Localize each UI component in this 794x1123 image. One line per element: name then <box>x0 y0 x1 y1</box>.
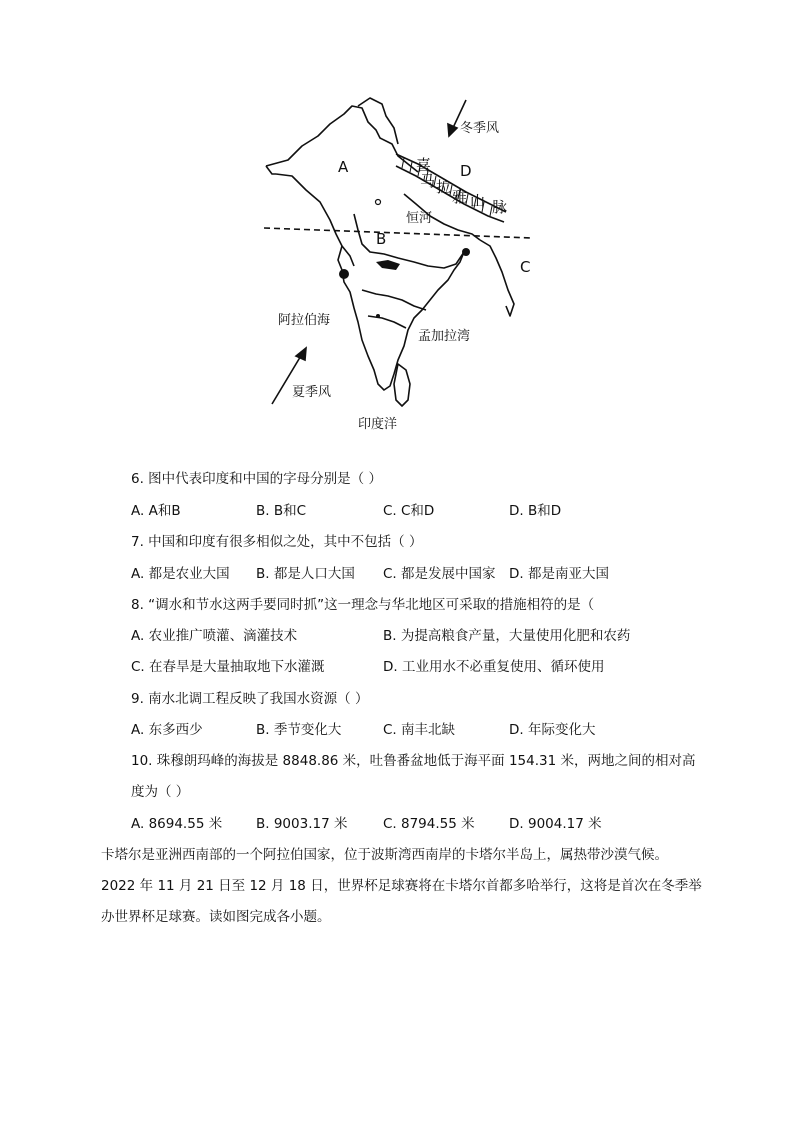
himalaya-char-6: 脉 <box>492 198 508 216</box>
himalaya-char-5: 山 <box>470 192 486 210</box>
south-asia-map <box>258 94 538 439</box>
himalaya-char-2: 马 <box>420 172 436 190</box>
question-8-stem: 8. “调水和节水这两手要同时抓”这一理念与华北地区可采取的措施相符的是（ <box>131 597 595 613</box>
q10-option-c[interactable]: C. 8794.55 米 <box>383 816 475 832</box>
q7-option-a[interactable]: A. 都是农业大国 <box>131 566 230 582</box>
coast-northwest <box>266 166 276 174</box>
question-10-stem: 10. 珠穆朗玛峰的海拔是 8848.86 米，吐鲁番盆地低于海平面 154.31 米，两地之间的相对高 <box>131 753 696 769</box>
q10-option-b[interactable]: B. 9003.17 米 <box>256 816 348 832</box>
q7-option-b[interactable]: B. 都是人口大国 <box>256 566 355 582</box>
q8-option-a[interactable]: A. 农业推广喷灌、滴灌技术 <box>131 628 298 644</box>
q10-option-d[interactable]: D. 9004.17 米 <box>509 816 602 832</box>
q8-option-d[interactable]: D. 工业用水不必重复使用、循环使用 <box>383 659 605 675</box>
q9-option-c[interactable]: C. 南丰北缺 <box>383 722 456 738</box>
question-7-stem: 7. 中国和印度有很多相似之处，其中不包括（ ） <box>131 534 423 550</box>
passage-line-1: 卡塔尔是亚洲西南部的一个阿拉伯国家，位于波斯湾西南岸的卡塔尔半岛上，属热带沙漠气候。 <box>101 847 668 863</box>
question-9-stem: 9. 南水北调工程反映了我国水资源（ ） <box>131 691 369 707</box>
q9-option-d[interactable]: D. 年际变化大 <box>509 722 596 738</box>
letter-a: A <box>338 158 349 176</box>
question-10-stem-cont: 度为（ ） <box>131 784 190 800</box>
q9-option-b[interactable]: B. 季节变化大 <box>256 722 342 738</box>
arabian-sea-label: 阿拉伯海 <box>278 313 331 328</box>
passage-line-2: 2022 年 11 月 21 日至 12 月 18 日，世界杯足球赛将在卡塔尔首都多哈举行，这将是首次在冬季举 <box>101 878 702 894</box>
eastern-border <box>480 240 514 316</box>
summer-monsoon-label: 夏季风 <box>292 385 332 400</box>
winter-monsoon-label: 冬季风 <box>460 121 500 136</box>
plateau-shade <box>376 260 400 270</box>
letter-d: D <box>460 162 472 180</box>
q6-option-d[interactable]: D. B和D <box>509 503 562 519</box>
himalaya-char-4: 雅 <box>452 188 468 206</box>
city-dot-center <box>376 314 380 318</box>
question-6-stem: 6. 图中代表印度和中国的字母分别是（ ） <box>131 471 382 487</box>
indian-ocean-label: 印度洋 <box>358 417 398 432</box>
q9-option-a[interactable]: A. 东多西少 <box>131 722 203 738</box>
q7-option-c[interactable]: C. 都是发展中国家 <box>383 566 496 582</box>
ganges-label: 恒河 <box>406 211 433 226</box>
western-border-2 <box>276 174 354 266</box>
deccan-river <box>362 290 426 310</box>
himalaya-char-1: 喜 <box>416 156 432 174</box>
sri-lanka <box>394 364 410 406</box>
south-river <box>368 316 406 328</box>
passage-line-3: 办世界杯足球赛。读如图完成各小题。 <box>101 909 331 925</box>
q8-option-b[interactable]: B. 为提高粮食产量，大量使用化肥和农药 <box>383 628 631 644</box>
q7-option-d[interactable]: D. 都是南亚大国 <box>509 566 609 582</box>
tropic-line <box>264 228 532 238</box>
q6-option-a[interactable]: A. A和B <box>131 503 181 519</box>
q10-option-a[interactable]: A. 8694.55 米 <box>131 816 223 832</box>
q6-option-b[interactable]: B. B和C <box>256 503 307 519</box>
city-dot-west <box>339 269 349 279</box>
bay-of-bengal-label: 孟加拉湾 <box>418 329 471 344</box>
q6-option-c[interactable]: C. C和D <box>383 503 435 519</box>
himalaya-char-3: 拉 <box>436 178 452 196</box>
capital-marker <box>376 200 381 205</box>
letter-b: B <box>376 230 387 248</box>
city-dot-east <box>462 248 470 256</box>
north-border <box>358 98 398 144</box>
q8-option-c[interactable]: C. 在春旱是大量抽取地下水灌溉 <box>131 659 325 675</box>
letter-c: C <box>520 258 531 276</box>
